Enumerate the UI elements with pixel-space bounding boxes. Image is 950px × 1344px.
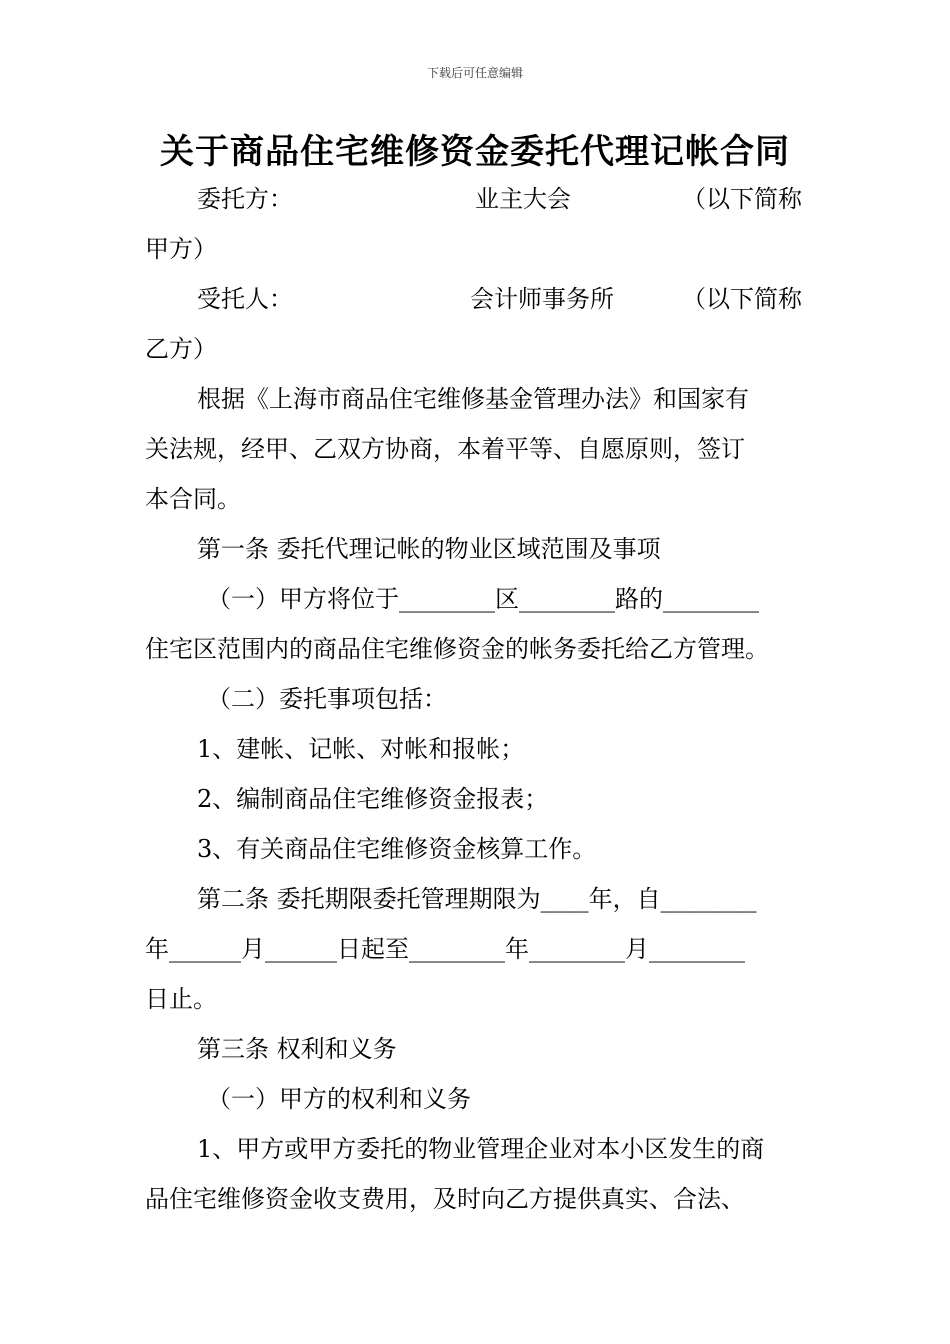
article1-clause2: （二）委托事项包括： (207, 685, 447, 713)
party-a-name: 业主大会 (475, 185, 571, 213)
document-title: 关于商品住宅维修资金委托代理记帐合同 (160, 132, 790, 172)
party-a-note: （以下简称 (682, 185, 802, 213)
article1-item: 1、建帐、记帐、对帐和报帐； (197, 735, 525, 763)
preamble-line: 关法规，经甲、乙双方协商，本着平等、自愿原则，签订 (145, 435, 745, 463)
article2-line: 日止。 (145, 985, 217, 1013)
article3-sub1: （一）甲方的权利和义务 (207, 1085, 471, 1113)
article1-item: 2、编制商品住宅维修资金报表； (197, 785, 549, 813)
header-note: 下载后可任意编辑 (426, 66, 523, 80)
preamble-line: 本合同。 (145, 485, 241, 513)
article2-line: 年______月______日起至________年________月________ (145, 935, 745, 963)
party-a-label: 委托方： (197, 185, 293, 213)
article3-para-line: 1、甲方或甲方委托的物业管理企业对本小区发生的商 (197, 1135, 765, 1163)
article1-item: 3、有关商品住宅维修资金核算工作。 (197, 835, 597, 863)
article1-clause1-line: 住宅区范围内的商品住宅维修资金的帐务委托给乙方管理。 (145, 635, 769, 663)
article1-heading: 第一条 委托代理记帐的物业区域范围及事项 (197, 535, 661, 563)
article2-line: 第二条 委托期限委托管理期限为____年，自________ (197, 885, 757, 913)
preamble-line: 根据《上海市商品住宅维修基金管理办法》和国家有 (197, 385, 749, 413)
party-b-note: （以下简称 (682, 285, 802, 313)
article3-heading: 第三条 权利和义务 (197, 1035, 397, 1063)
article1-clause1-line: （一）甲方将位于________区________路的________ (207, 585, 759, 613)
party-b-name: 会计师事务所 (470, 285, 614, 313)
party-a-cont: 甲方） (145, 235, 217, 263)
party-b-label: 受托人： (197, 285, 293, 313)
party-b-cont: 乙方） (145, 335, 217, 363)
article3-para-line: 品住宅维修资金收支费用，及时向乙方提供真实、合法、 (145, 1185, 745, 1213)
